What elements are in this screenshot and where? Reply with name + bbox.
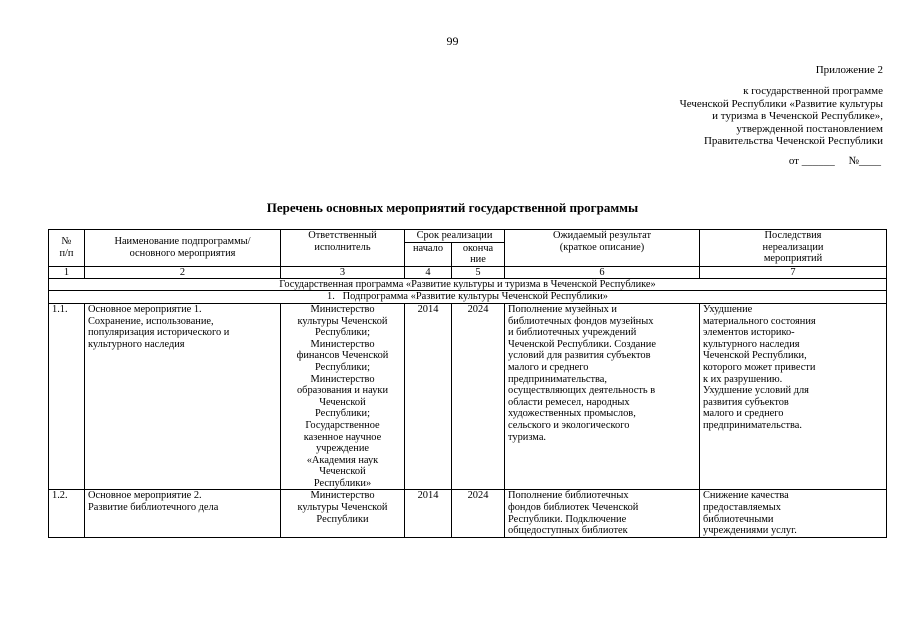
header-result: Ожидаемый результат (краткое описание) [505, 230, 700, 267]
appendix-title: Приложение 2 [815, 64, 883, 76]
row-name: Основное мероприятие 1. Сохранение, использование, популяризация исторического и культурного наследия [85, 303, 281, 490]
column-number: 4 [405, 266, 452, 278]
program-title: Государственная программа «Развитие культуры и туризма в Чеченской Республике» [49, 278, 887, 291]
header-responsible: Ответственный исполнитель [281, 230, 405, 267]
row-result: Пополнение музейных и библиотечных фондов музейных и библиотечных учреждений Чеченской Республики. Создание условий для развития субъектов малого и среднего предпринимательства, осуществляющих деятельность в области ремесел, народных художественных промыслов, сельского и экологического туризма. [505, 303, 700, 490]
appendix-line: Чеченской Республики «Развитие культуры [679, 97, 883, 110]
appendix-line: к государственной программе [743, 85, 883, 98]
header-consequences: Последствия нереализации мероприятий [700, 230, 887, 267]
column-number: 1 [49, 266, 85, 278]
appendix-block [603, 64, 883, 168]
page-number: 99 [446, 34, 459, 48]
column-number: 5 [452, 266, 505, 278]
row-start: 2014 [405, 490, 452, 537]
column-number-row [49, 266, 887, 278]
header-row [49, 230, 887, 243]
table-row [49, 490, 887, 537]
activities-table [48, 229, 887, 538]
appendix-line: и туризма в Чеченской Республике», [712, 110, 883, 123]
row-result: Пополнение библиотечных фондов библиотек Чеченской Республики. Подключение общедоступных библиотек [505, 490, 700, 537]
program-row [49, 278, 887, 291]
header-num: № п/п [49, 230, 85, 267]
column-number: 6 [505, 266, 700, 278]
appendix-line: утвержденной постановлением [736, 122, 883, 135]
header-name: Наименование подпрограммы/ основного мероприятия [85, 230, 281, 267]
row-consequences: Ухудшение материального состояния элементов историко- культурного наследия Чеченской Республики, которого может привести к их разрушению. Ухудшение условий для развития субъектов малого и среднего предпринимательства. [700, 303, 887, 490]
row-consequences: Снижение качества предоставляемых библиотечными учреждениями услуг. [700, 490, 887, 537]
appendix-line: Правительства Чеченской Республики [703, 135, 883, 148]
document-title: Перечень основных мероприятий государственной программы [266, 200, 639, 215]
column-number: 7 [700, 266, 887, 278]
row-responsible: Министерство культуры Чеченской Республики; Министерство финансов Чеченской Республики; Министерство образования и науки Чеченской Республики; Государственное казенное научное учреждение «Академия наук Чеченской Республики» [281, 303, 405, 490]
header-period: Срок реализации [405, 230, 505, 243]
row-num: 1.2. [49, 490, 85, 537]
table-row [49, 303, 887, 490]
subprogram-row [49, 291, 887, 304]
row-name: Основное мероприятие 2. Развитие библиотечного дела [85, 490, 281, 537]
row-end: 2024 [452, 490, 505, 537]
column-number: 3 [281, 266, 405, 278]
row-num: 1.1. [49, 303, 85, 490]
row-responsible: Министерство культуры Чеченской Республики [281, 490, 405, 537]
appendix-date-line: от ______ №____ [788, 155, 881, 168]
row-start: 2014 [405, 303, 452, 490]
row-end: 2024 [452, 303, 505, 490]
column-number: 2 [85, 266, 281, 278]
subprogram-title: 1. Подпрограмма «Развитие культуры Чеченской Республики» [49, 291, 887, 304]
header-start: начало [405, 242, 452, 266]
header-end: оконча ние [452, 242, 505, 266]
